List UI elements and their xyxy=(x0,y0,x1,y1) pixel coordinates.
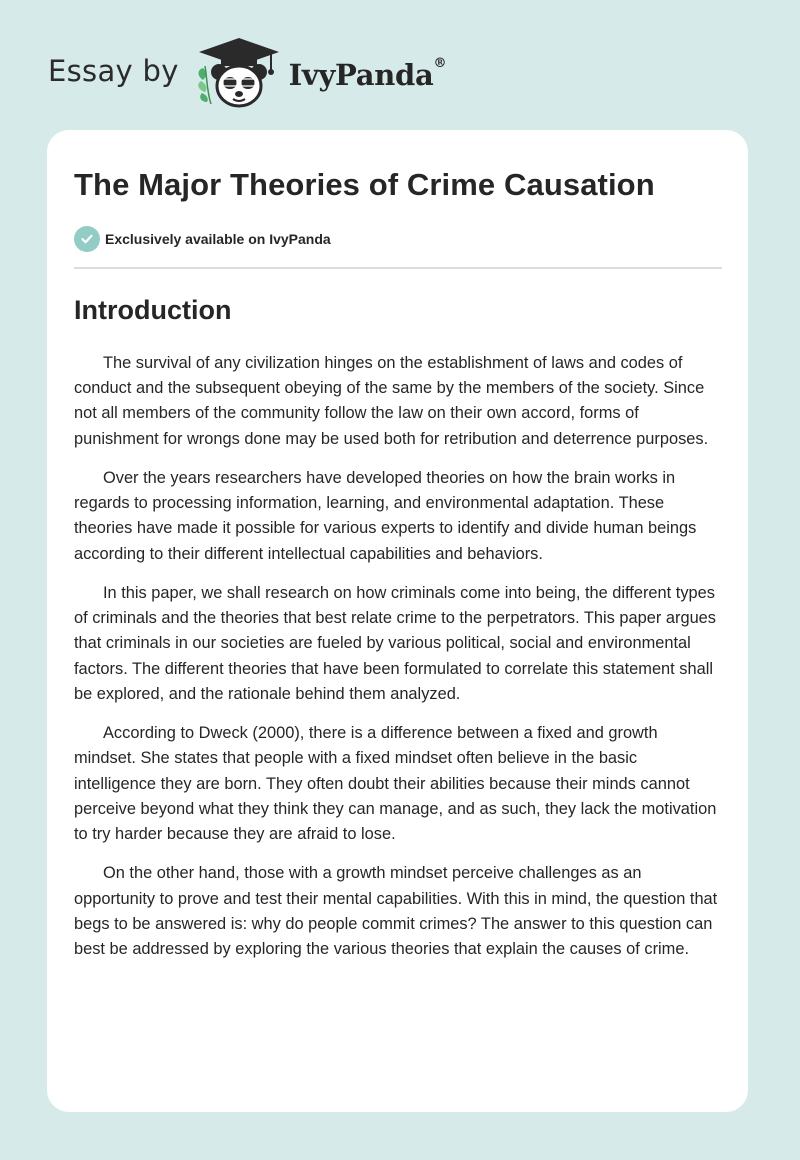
essay-body xyxy=(74,351,722,962)
registered-mark: ® xyxy=(433,56,447,71)
ivypanda-logo[interactable] xyxy=(193,36,447,110)
page-title: The Major Theories of Crime Causation xyxy=(74,167,655,202)
brand-name: IvyPanda® xyxy=(288,56,447,92)
site-header xyxy=(48,36,446,110)
divider xyxy=(74,267,722,269)
paragraph: On the other hand, those with a growth mindset perceive challenges as an opportunity to prove and test their mental capabilities. With this in mind, the question that begs to be answered is: why do people commit crimes? The answer to this question can best be addressed by exploring the various theories that explain the causes of crime. xyxy=(74,864,718,959)
paragraph: According to Dweck (2000), there is a difference between a fixed and growth mindset. She states that people with a fixed mindset often believe in the basic intelligence they are born. They often doubt their abilities because their minds cannot perceive beyond what they think they can manage, and as such, they lack the motivation to try harder because they are afraid to lose. xyxy=(74,724,717,844)
section-heading: Introduction xyxy=(74,295,232,325)
exclusive-badge xyxy=(74,226,722,252)
paragraph: In this paper, we shall research on how criminals come into being, the different types of criminals and the theories that best relate crime to the perpetrators. This paper argues that criminals in our societies are fueled by various political, social and environmental factors. The different theories that have been formulated to correlate this statement shall be explored, and the rationale behind them analyzed. xyxy=(74,584,716,703)
essay-card xyxy=(47,130,748,1112)
paragraph: The survival of any civilization hinges on the establishment of laws and codes of conduct and the subsequent obeying of the same by the members of the society. Since not all members of the community follow the law on their own accord, forms of punishment for wrongs done may be used both for retribution and deterrence purposes. xyxy=(74,354,709,448)
panda-graduate-icon xyxy=(193,36,283,110)
essay-by-label: Essay by xyxy=(48,54,179,88)
badge-text: Exclusively available on IvyPanda xyxy=(105,231,331,247)
check-circle-icon xyxy=(74,226,100,252)
paragraph: Over the years researchers have developed theories on how the brain works in regards to processing information, learning, and environmental adaptation. These theories have made it possible for various experts to identify and divide human beings according to their different intellectual capabilities and behaviors. xyxy=(74,469,697,563)
